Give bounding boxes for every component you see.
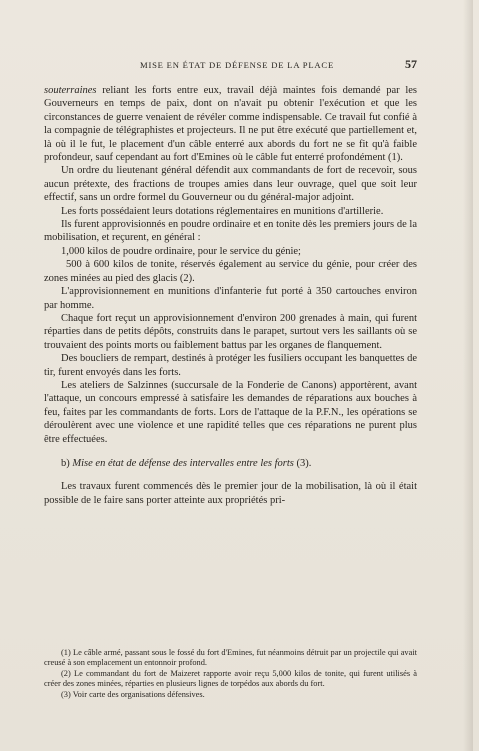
- page-fold-shadow: [463, 0, 473, 751]
- page-header: [44, 58, 417, 74]
- paragraph: 500 à 600 kilos de tonite, réservés également au service du génie, pour créer des zones minées au pied des glacis (2).: [44, 259, 417, 284]
- paragraph: Chaque fort reçut un approvisionnement d'environ 200 grenades à main, qui furent réparties dans de petits dépôts, construits dans le parapet, surtout vers les saillants où se trouvaient des points morts ou faiblement battus par les organes de flanquement.: [44, 312, 417, 351]
- paragraph: Ils furent approvisionnés en poudre ordinaire et en tonite dès les premiers jours de la mobilisation, et reçurent, en général :: [44, 219, 417, 244]
- running-head: MISE EN ÉTAT DE DÉFENSE DE LA PLACE: [140, 60, 335, 70]
- paragraph: L'approvisionnement en munitions d'infanterie fut porté à 350 cartouches environ par homme.: [44, 286, 417, 311]
- paragraph: Un ordre du lieutenant général défendit aux commandants de fort de recevoir, sous aucun prétexte, des fractions de troupes amies dans leur ouvrage, quel que soit leur effectif, sans un ordre formel du Gouverneur ou du général-major adjoint.: [44, 165, 417, 204]
- section-prefix: b): [61, 457, 73, 469]
- footnote: (2) Le commandant du fort de Maizeret rapporte avoir reçu 5,000 kilos de tonite, qui furent utilisés à créer des zones minées, réparties en plusieurs lignes de torpédos aux abords du fort.: [44, 668, 417, 689]
- footnote: (3) Voir carte des organisations défensives.: [61, 689, 205, 699]
- footnote: (1) Le câble armé, passant sous le fossé du fort d'Emines, fut néanmoins détruit par un projectile qui avait creusé à son emplacement un entonnoir profond.: [44, 648, 417, 668]
- paragraph: [44, 84, 417, 164]
- paragraph: Des boucliers de rempart, destinés à protéger les fusiliers occupant les banquettes de tir, furent envoyés dans les forts.: [44, 353, 417, 378]
- paragraph-text: reliant les forts entre eux, travail déjà maintes fois demandé par les Gouverneurs en temps de paix, dont on n'avait pu obtenir l'exécution et que les circonstances de guerre venaient de révéler comme indispensable. Ce travail fut confié à la compagnie de télégraphistes et projecteurs. Il ne put être exécuté que partiellement et, là où il le fut, le placement d'un câble enterré aux abords du fort ne se fit qu'à faible profondeur, sauf cependant au fort d'Emines où le câble fut enterré profondément (1).: [44, 85, 417, 164]
- italic-word: souterraines: [44, 85, 97, 96]
- paragraph: Les ateliers de Salzinnes (succursale de la Fonderie de Canons) apportèrent, avant l'attaque, un concours empressé à satisfaire les demandes de réparations aux bouches à feu, faites par les commandants de forts. Lors de l'attaque de la P.F.N., les opérations se déroulèrent avec une violence et une rapidité telles que ces réparations ne purent plus être effectuées.: [44, 379, 417, 445]
- page-number: 57: [405, 57, 417, 71]
- body-text: [44, 84, 417, 507]
- section-title: Mise en état de défense des intervalles entre les forts: [72, 457, 294, 469]
- paragraph: Les forts possédaient leurs dotations réglementaires en munitions d'artillerie.: [61, 205, 384, 217]
- section-suffix: (3).: [293, 457, 312, 469]
- footnotes: [44, 648, 417, 700]
- paragraph: 1,000 kilos de poudre ordinaire, pour le service du génie;: [61, 245, 301, 257]
- paragraph: Les travaux furent commencés dès le premier jour de la mobilisation, là où il était possible de le faire sans porter atteinte aux propriétés pri-: [44, 481, 417, 506]
- section-heading: [44, 457, 417, 470]
